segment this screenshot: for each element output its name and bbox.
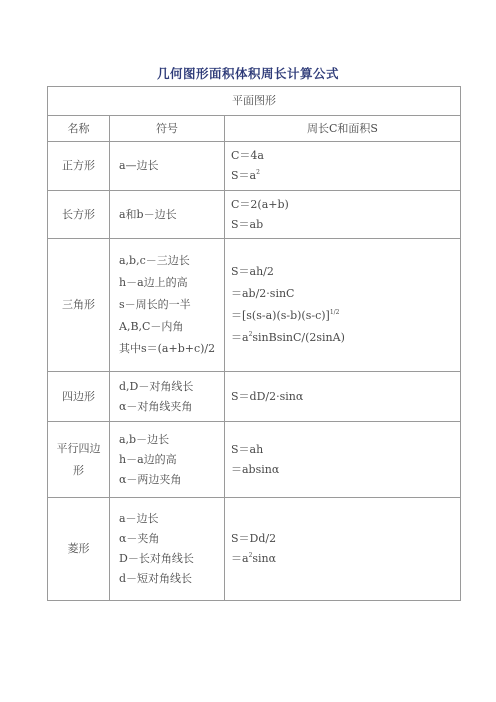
formula-line: S＝Dd/2 — [231, 532, 277, 545]
symbol-line: a,b,c－三边长 — [119, 254, 190, 267]
table-row-parallelogram — [48, 422, 461, 498]
symbol-cell — [110, 498, 225, 601]
document-title: 几何图形面积体积周长计算公式 — [156, 66, 339, 81]
formula-cell — [225, 498, 461, 601]
symbol-line: d,D－对角线长 — [119, 379, 194, 393]
symbol-line: α－两边夹角 — [119, 472, 182, 486]
symbol-line: D－长对角线长 — [119, 552, 194, 565]
table-row-rhombus — [48, 498, 461, 601]
shape-name: 四边形 — [48, 372, 110, 422]
header-formula: 周长C和面积S — [225, 116, 461, 142]
formula-text: sinBsinC/(2sinA) — [252, 331, 345, 344]
superscript: 2 — [248, 331, 253, 338]
symbol-line: a－边长 — [119, 512, 159, 525]
symbol-line: a,b－边长 — [119, 432, 170, 446]
formula-line: S＝dD/2·sinα — [231, 389, 304, 403]
symbol-line: 其中s＝(a+b+c)/2 — [119, 342, 216, 355]
formula-line: S＝ah — [231, 442, 264, 456]
formula-line: ＝absinα — [231, 462, 280, 476]
formula-line: S＝ab — [231, 217, 264, 231]
shape-name: 三角形 — [48, 239, 110, 372]
table-row-square — [48, 142, 461, 191]
formula-text: S＝a — [231, 169, 257, 182]
symbol-line: α－夹角 — [119, 532, 160, 545]
header-row — [48, 116, 461, 142]
formula-line — [231, 305, 460, 327]
symbol-line: h－a边的高 — [119, 452, 177, 466]
superscript: 2 — [256, 169, 260, 176]
symbol-line: a和b－边长 — [119, 207, 177, 221]
symbol-cell — [110, 422, 225, 498]
section-title: 平面图形 — [48, 87, 461, 116]
symbol-line: h－a边上的高 — [119, 276, 188, 289]
symbol-cell — [110, 239, 225, 372]
formula-line: S＝ah/2 — [231, 265, 274, 278]
symbol-line: α－对角线夹角 — [119, 399, 193, 413]
table-row-rectangle — [48, 191, 461, 239]
shape-name: 平行四边形 — [48, 422, 110, 498]
shape-name: 菱形 — [48, 498, 110, 601]
formula-cell — [225, 372, 461, 422]
superscript: 1/2 — [329, 309, 340, 316]
symbol-cell — [110, 191, 225, 239]
formula-text: ＝a — [231, 331, 249, 344]
symbol-line: s－周长的一半 — [119, 298, 191, 311]
formula-cell — [225, 142, 461, 191]
formula-cell — [225, 239, 461, 372]
formula-text: C＝4a — [231, 149, 264, 162]
symbol-cell — [110, 372, 225, 422]
formula-line: C＝2(a+b) — [231, 197, 289, 211]
formula-line — [231, 146, 460, 166]
formula-line — [231, 549, 460, 569]
header-name: 名称 — [48, 116, 110, 142]
symbol-line: d－短对角线长 — [119, 572, 193, 585]
shape-name: 长方形 — [48, 191, 110, 239]
symbol-cell — [110, 142, 225, 191]
formula-text: ＝[s(s-a)(s-b)(s-c)] — [231, 309, 330, 322]
superscript: 2 — [248, 552, 253, 559]
formula-cell — [225, 191, 461, 239]
formula-text: sinα — [252, 552, 277, 565]
table-row-triangle — [48, 239, 461, 372]
table-row-quadrilateral — [48, 372, 461, 422]
formula-table — [47, 86, 461, 601]
shape-name: 正方形 — [48, 142, 110, 191]
symbol-line: a—边长 — [119, 159, 159, 172]
formula-cell — [225, 422, 461, 498]
formula-text: ＝a — [231, 552, 249, 565]
header-symbol: 符号 — [110, 116, 225, 142]
formula-line: ＝ab/2·sinC — [231, 287, 295, 300]
section-row — [48, 87, 461, 116]
formula-line — [231, 166, 460, 186]
formula-line — [231, 327, 460, 349]
symbol-line: A,B,C－内角 — [119, 320, 184, 333]
